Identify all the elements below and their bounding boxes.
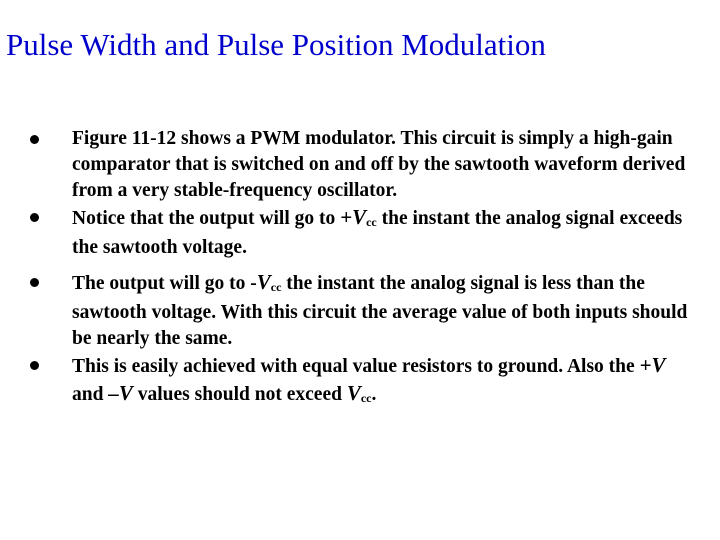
bullet-text <box>72 270 688 349</box>
bullet-dot-icon <box>30 278 39 287</box>
text-run: Notice that the output will go to <box>72 208 341 229</box>
text-run: values should not exceed <box>132 384 347 405</box>
math-symbol: V <box>346 381 361 405</box>
bullet-item <box>30 352 700 411</box>
bullet-text <box>72 353 666 405</box>
bullet-dot-icon <box>30 361 39 370</box>
math-symbol: +V <box>639 353 666 377</box>
bullet-text <box>72 128 685 201</box>
text-run: This is easily achieved with equal value resistors to ground. Also the <box>72 356 640 377</box>
slide-title: Pulse Width and Pulse Position Modulation <box>6 27 546 62</box>
bullet-dot-icon <box>30 213 39 222</box>
math-symbol: +V <box>340 205 367 229</box>
text-run: the instant the analog signal exceeds the sawtooth voltage. <box>72 208 683 258</box>
subscript: cc <box>270 280 282 294</box>
math-symbol: V <box>256 270 271 294</box>
bullet-item <box>30 204 700 261</box>
math-symbol: –V <box>108 381 133 405</box>
subscript: cc <box>360 391 372 405</box>
bullet-dot-icon <box>30 135 39 144</box>
subscript: cc <box>366 215 377 229</box>
bullet-text <box>72 205 683 258</box>
text-run: Figure 11-12 shows a PWM modulator. This circuit is simply a high-gain comparator that is switched on and off by the sawtooth waveform derived from a very stable-frequency oscillator. <box>72 128 686 201</box>
text-run: and <box>72 384 109 405</box>
text-run: . <box>371 384 377 405</box>
bullet-item <box>30 269 700 352</box>
bullet-list <box>30 126 700 411</box>
text-run: The output will go to - <box>72 273 257 294</box>
text-run: the instant the analog signal is less than the sawtooth voltage. With this circuit the average value of both inputs should be nearly the same. <box>72 273 688 349</box>
bullet-item <box>30 126 700 204</box>
